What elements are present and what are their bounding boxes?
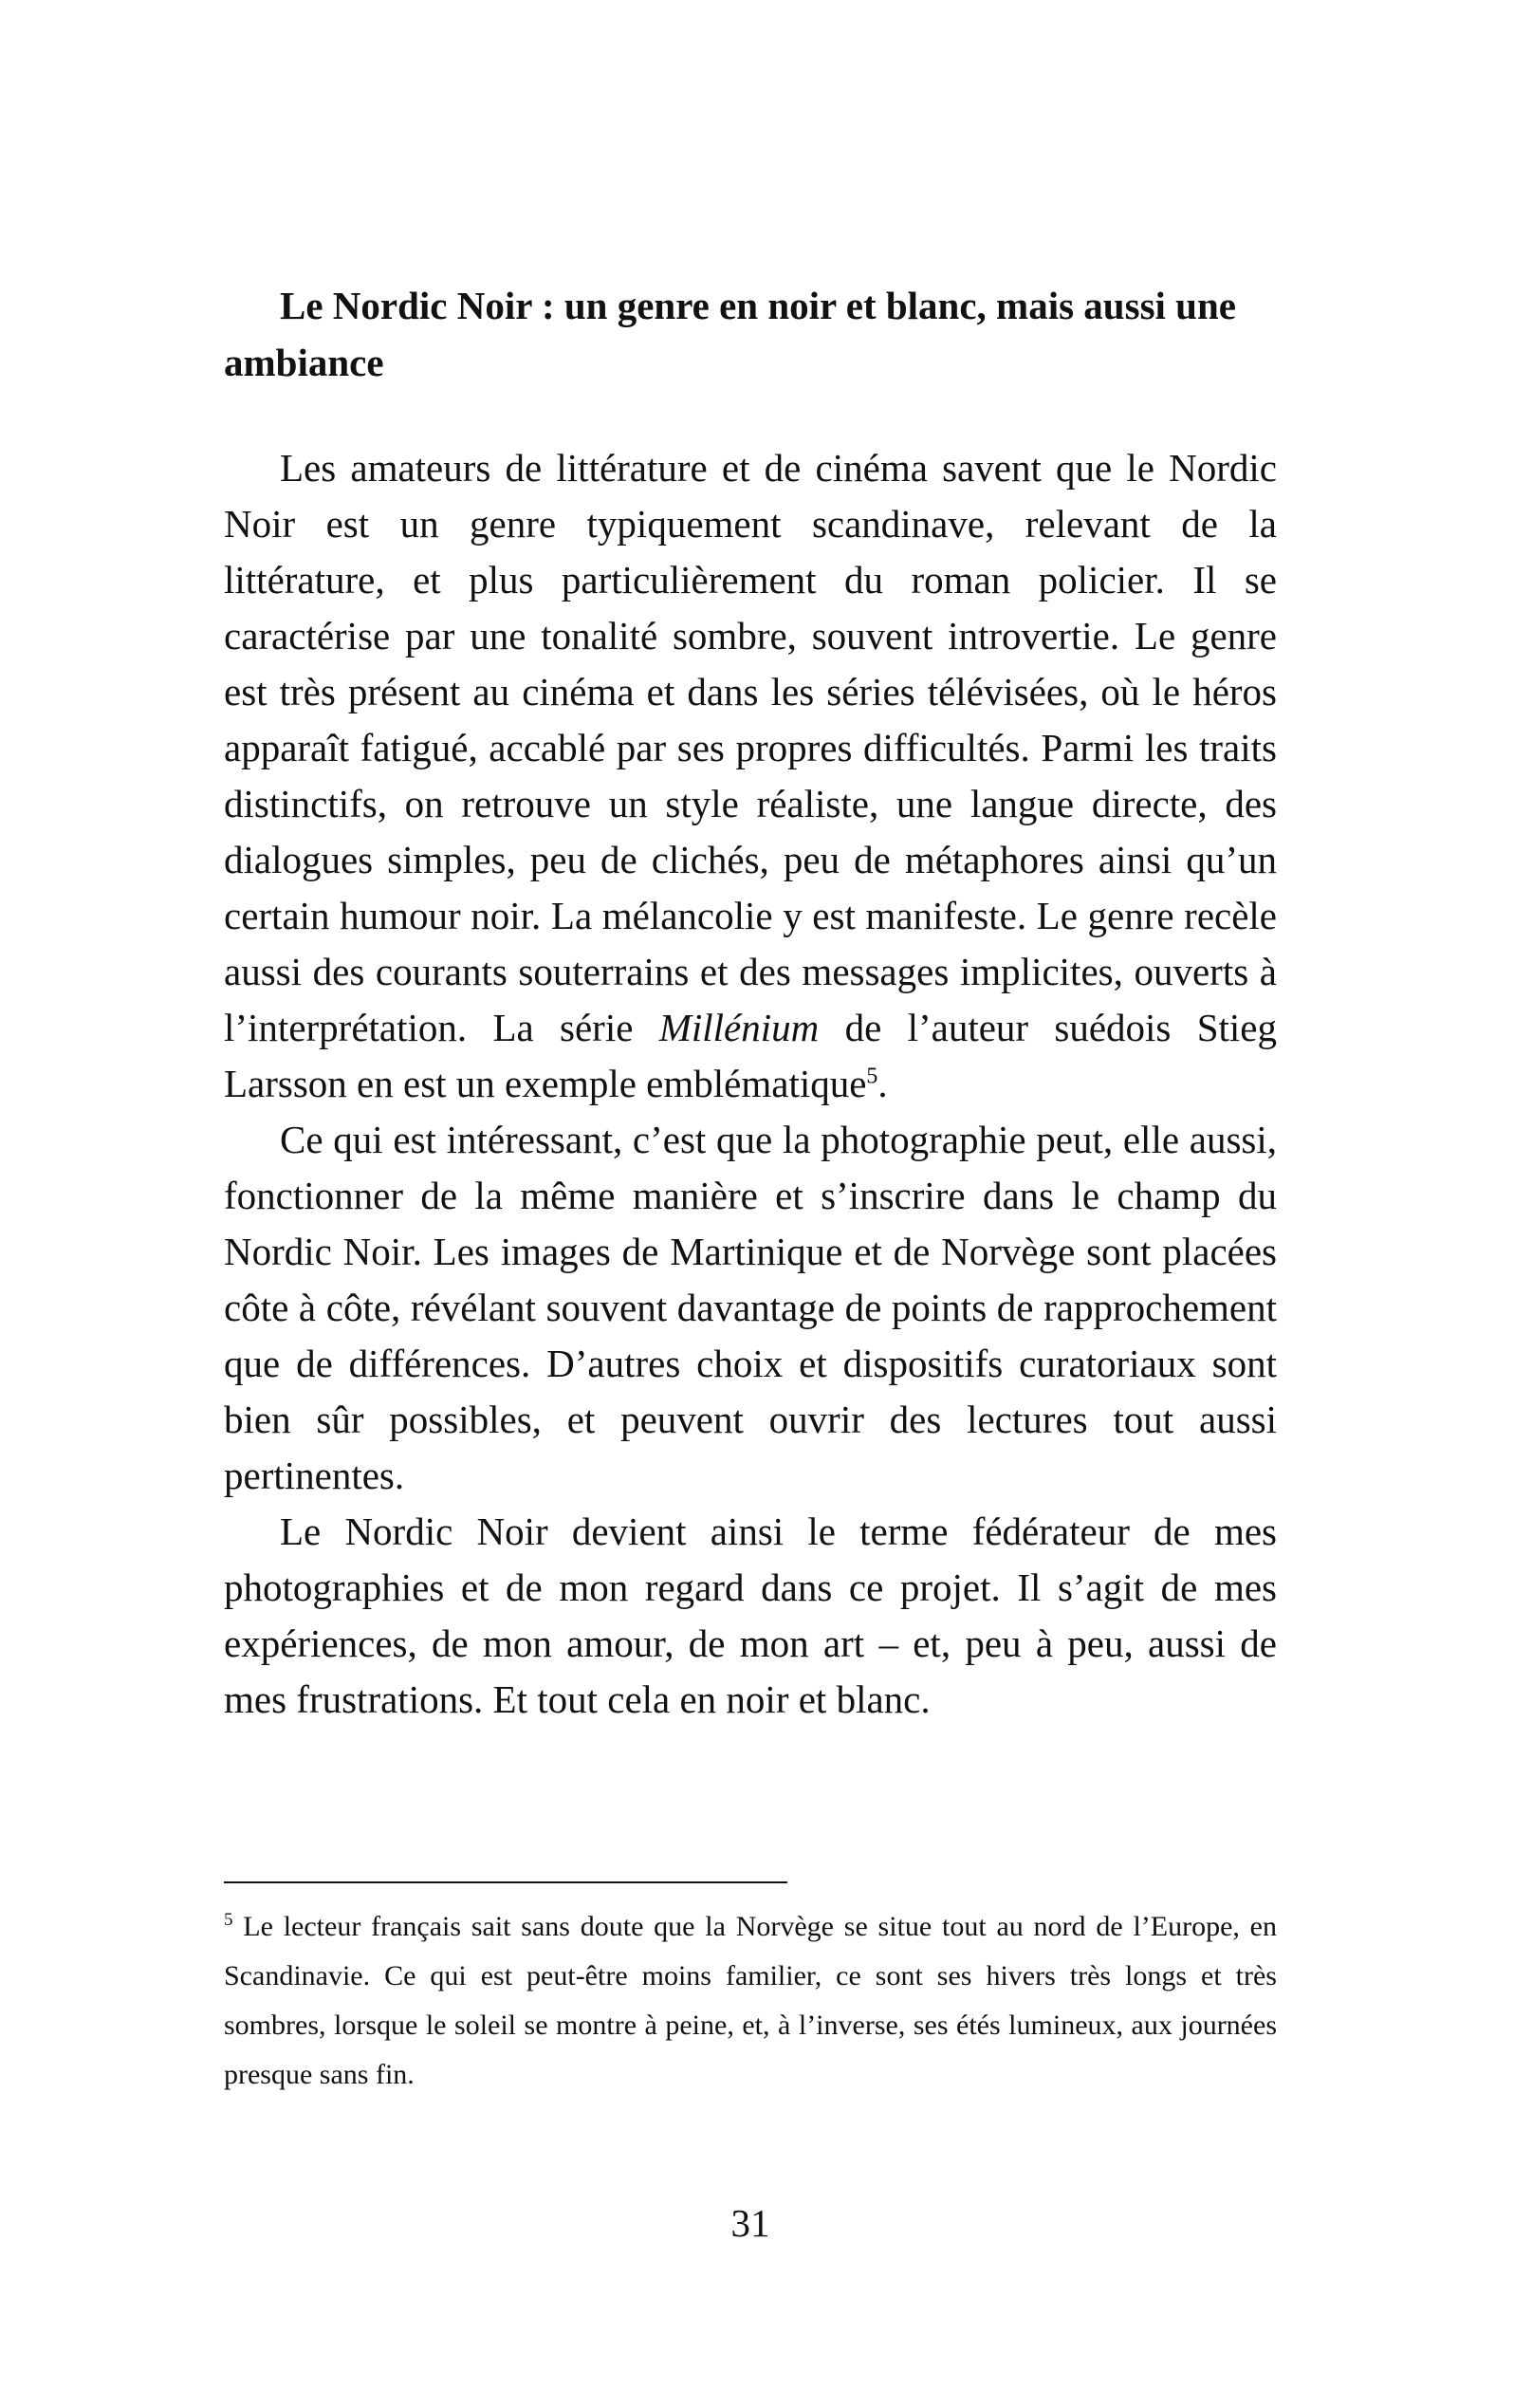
footnote-number: 5 (224, 1910, 233, 1930)
footnote-reference[interactable]: 5 (866, 1064, 878, 1089)
footnote (224, 1902, 1277, 2100)
page-number: 31 (730, 2201, 770, 2245)
footnote-text: Le lecteur français sait sans doute que la Norvège se situe tout au nord de l’Europe, en Scandinavie. Ce qui est peut-être moins familier, ce sont ses hivers très longs et très sombres, lorsque le soleil se montre à peine, et, à l’inverse, ses étés lumineux, aux journées presque sans fin. (224, 1911, 1277, 2090)
paragraph-1-period: . (877, 1062, 888, 1105)
section-title: Le Nordic Noir : un genre en noir et blanc, mais aussi une ambiance (224, 284, 1236, 384)
footnote-divider (224, 1881, 787, 1883)
body-text (224, 440, 1277, 1728)
paragraph-1-text-end: de l’auteur suédois Stieg Larsson en est un exemple emblématique (224, 1006, 1277, 1105)
italic-work-title: Millénium (658, 1006, 820, 1049)
paragraph-2: Ce qui est intéressant, c’est que la photographie peut, elle aussi, fonctionner de la même manière et s’inscrire dans le champ du Nordic Noir. Les images de Martinique et de Norvège sont placées côte à côte, révélant souvent davantage de points de rapprochement que de différences. D’autres choix et dispositifs curatoriaux sont bien sûr possibles, et peuvent ouvrir des lectures tout aussi pertinentes. (224, 1118, 1277, 1497)
paragraph-1 (224, 440, 1277, 1112)
paragraph-3: Le Nordic Noir devient ainsi le terme fédérateur de mes photographies et de mon regard dans ce projet. Il s’agit de mes expériences, de mon amour, de mon art – et, peu à peu, aussi de mes frustrations. Et tout cela en noir et blanc. (224, 1510, 1277, 1721)
paragraph-1-text-start: Les amateurs de littérature et de cinéma savent que le Nordic Noir est un genre typiquement scandinave, relevant de la littérature, et plus particulièrement du roman policier. Il se caractérise par une tonalité sombre, souvent introvertie. Le genre est très présent au cinéma et dans les séries télévisées, où le héros apparaît fatigué, accablé par ses propres difficultés. Parmi les traits distinctifs, on retrouve un style réaliste, une langue directe, des dialogues simples, peu de clichés, peu de métaphores ainsi qu’un certain humour noir. La mélancolie y est manifeste. Le genre recèle aussi des courants souterrains et des messages implicites, ouverts à l’interprétation. La série (224, 446, 1277, 1049)
